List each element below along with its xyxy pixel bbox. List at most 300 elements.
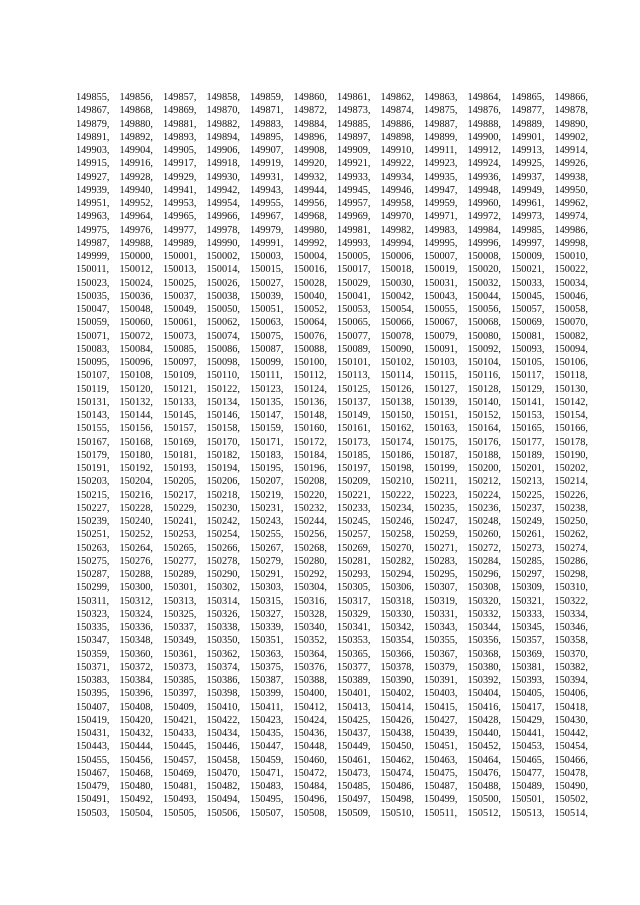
sequence-number: 150153,	[511, 410, 545, 421]
sequence-number: 149933,	[337, 171, 371, 183]
sequence-number: 150465,	[511, 754, 545, 766]
sequence-number: 149978,	[206, 224, 240, 236]
sequence-number: 150428,	[467, 714, 501, 726]
sequence-number: 150466,	[554, 754, 588, 766]
sequence-number: 150312,	[119, 595, 153, 607]
sequence-number: 150333,	[511, 608, 545, 620]
sequence-number: 149899,	[424, 131, 458, 143]
sequence-number: 150225,	[511, 489, 545, 501]
sequence-number: 149990,	[206, 237, 240, 249]
sequence-number: 150156,	[119, 423, 153, 435]
sequence-number: 150446,	[206, 741, 240, 753]
sequence-number: 150050,	[206, 304, 240, 315]
sequence-number: 149956,	[293, 198, 327, 209]
sequence-number: 150201,	[511, 463, 545, 474]
sequence-number: 150349,	[163, 635, 197, 647]
sequence-number: 150437,	[337, 728, 371, 739]
sequence-number: 149952,	[119, 198, 153, 209]
sequence-number: 149868,	[119, 105, 153, 117]
sequence-number: 150100,	[293, 357, 327, 368]
sequence-number: 150105,	[511, 357, 545, 368]
sequence-number: 150408,	[119, 701, 153, 713]
sequence-number: 150476,	[467, 767, 501, 779]
sequence-number: 150169,	[163, 436, 197, 448]
sequence-number: 150327,	[250, 608, 284, 620]
sequence-number: 150002,	[206, 251, 240, 262]
sequence-number: 150067,	[424, 317, 458, 329]
sequence-number: 150231,	[250, 502, 284, 514]
sequence-number: 150461,	[337, 754, 371, 766]
sequence-number: 150322,	[554, 595, 588, 607]
sequence-number: 150085,	[163, 343, 197, 355]
sequence-number: 149889,	[511, 118, 545, 130]
sequence-number: 150347,	[76, 635, 110, 647]
sequence-number: 150057,	[511, 304, 545, 315]
sequence-number: 149877,	[511, 105, 545, 117]
sequence-number: 150374,	[206, 661, 240, 673]
sequence-number: 150130,	[554, 383, 588, 395]
sequence-number: 150198,	[380, 463, 414, 474]
sequence-number: 149860,	[293, 92, 327, 103]
sequence-number: 149865,	[511, 92, 545, 103]
sequence-number: 149961,	[511, 198, 545, 209]
sequence-number: 149858,	[206, 92, 240, 103]
sequence-number: 150434,	[206, 728, 240, 739]
sequence-number: 150080,	[467, 330, 501, 342]
sequence-number: 150503,	[76, 807, 110, 819]
sequence-number: 150209,	[337, 476, 371, 488]
sequence-number: 150122,	[206, 383, 240, 395]
sequence-number: 150352,	[293, 635, 327, 647]
sequence-number: 149901,	[511, 131, 545, 143]
sequence-number: 150479,	[76, 781, 110, 792]
sequence-number: 150302,	[206, 582, 240, 594]
sequence-number: 150172,	[293, 436, 327, 448]
sequence-number: 150090,	[380, 343, 414, 355]
sequence-number: 150161,	[337, 423, 371, 435]
sequence-number: 149867,	[76, 105, 110, 117]
sequence-number: 150414,	[380, 701, 414, 713]
sequence-number: 149898,	[380, 131, 414, 143]
sequence-number: 150275,	[76, 555, 110, 567]
sequence-number: 149964,	[119, 211, 153, 223]
sequence-number: 149927,	[76, 171, 110, 183]
sequence-number: 150120,	[119, 383, 153, 395]
sequence-number: 150328,	[293, 608, 327, 620]
sequence-number: 150195,	[250, 463, 284, 474]
sequence-number: 150010,	[554, 251, 588, 262]
sequence-number: 150093,	[511, 343, 545, 355]
sequence-number: 150082,	[554, 330, 588, 342]
sequence-number: 150452,	[467, 741, 501, 753]
sequence-number: 150076,	[293, 330, 327, 342]
sequence-number: 150431,	[76, 728, 110, 739]
sequence-number: 150079,	[424, 330, 458, 342]
sequence-number: 149902,	[554, 131, 588, 143]
sequence-number: 150508,	[293, 807, 327, 819]
sequence-number: 150429,	[511, 714, 545, 726]
sequence-number: 150026,	[206, 277, 240, 289]
sequence-number: 150497,	[337, 794, 371, 806]
sequence-number: 150493,	[163, 794, 197, 806]
sequence-number: 150513,	[511, 807, 545, 819]
sequence-number: 150071,	[76, 330, 110, 342]
sequence-number: 150341,	[337, 622, 371, 633]
sequence-number: 150015,	[250, 264, 284, 276]
sequence-number: 149920,	[293, 158, 327, 170]
sequence-number: 150342,	[380, 622, 414, 633]
sequence-number: 150426,	[380, 714, 414, 726]
sequence-number: 150334,	[554, 608, 588, 620]
sequence-number: 150464,	[467, 754, 501, 766]
sequence-number: 150086,	[206, 343, 240, 355]
sequence-number: 150035,	[76, 290, 110, 302]
sequence-number: 150163,	[424, 423, 458, 435]
sequence-number: 150389,	[337, 675, 371, 686]
sequence-number: 150215,	[76, 489, 110, 501]
sequence-number: 150480,	[119, 781, 153, 792]
sequence-number: 149926,	[554, 158, 588, 170]
sequence-number: 150132,	[119, 396, 153, 408]
sequence-number: 150048,	[119, 304, 153, 315]
sequence-number: 150174,	[380, 436, 414, 448]
sequence-number: 150000,	[119, 251, 153, 262]
sequence-number: 150227,	[76, 502, 110, 514]
sequence-number: 150301,	[163, 582, 197, 594]
sequence-number: 149876,	[467, 105, 501, 117]
sequence-number: 150211,	[424, 476, 458, 488]
sequence-number: 150023,	[76, 277, 110, 289]
sequence-number: 150199,	[424, 463, 458, 474]
sequence-number: 150313,	[163, 595, 197, 607]
sequence-number: 149983,	[424, 224, 458, 236]
sequence-number: 150267,	[250, 542, 284, 554]
sequence-number: 150373,	[163, 661, 197, 673]
sequence-number: 150475,	[424, 767, 458, 779]
sequence-number: 150192,	[119, 463, 153, 474]
sequence-number: 150247,	[424, 516, 458, 527]
sequence-number: 149986,	[554, 224, 588, 236]
sequence-number: 150216,	[119, 489, 153, 501]
sequence-number: 150151,	[424, 410, 458, 421]
sequence-number: 150146,	[206, 410, 240, 421]
sequence-number: 150155,	[76, 423, 110, 435]
sequence-number: 150318,	[380, 595, 414, 607]
sequence-number: 150158,	[206, 423, 240, 435]
sequence-number: 150387,	[250, 675, 284, 686]
sequence-number: 150439,	[424, 728, 458, 739]
sequence-number: 149946,	[380, 184, 414, 196]
sequence-number: 150033,	[511, 277, 545, 289]
sequence-number: 150213,	[511, 476, 545, 488]
sequence-number: 149925,	[511, 158, 545, 170]
sequence-number: 150230,	[206, 502, 240, 514]
sequence-number: 149903,	[76, 145, 110, 156]
sequence-number: 149935,	[424, 171, 458, 183]
sequence-number: 150054,	[380, 304, 414, 315]
sequence-number: 150483,	[250, 781, 284, 792]
sequence-number: 150367,	[424, 648, 458, 660]
sequence-number: 150245,	[337, 516, 371, 527]
sequence-number: 150266,	[206, 542, 240, 554]
sequence-number: 149931,	[250, 171, 284, 183]
sequence-number: 150440,	[467, 728, 501, 739]
sequence-number: 150233,	[337, 502, 371, 514]
sequence-number: 150457,	[163, 754, 197, 766]
sequence-number: 150454,	[554, 741, 588, 753]
sequence-number: 150152,	[467, 410, 501, 421]
sequence-number: 150037,	[163, 290, 197, 302]
sequence-number: 149943,	[250, 184, 284, 196]
sequence-number: 149875,	[424, 105, 458, 117]
sequence-number: 150212,	[467, 476, 501, 488]
document-page	[76, 91, 598, 820]
sequence-number: 150029,	[337, 277, 371, 289]
sequence-number: 149907,	[250, 145, 284, 156]
sequence-number: 150139,	[424, 396, 458, 408]
sequence-number: 149890,	[554, 118, 588, 130]
sequence-number: 149923,	[424, 158, 458, 170]
sequence-number: 150424,	[293, 714, 327, 726]
sequence-number: 150448,	[293, 741, 327, 753]
sequence-number: 149974,	[554, 211, 588, 223]
sequence-number: 150356,	[467, 635, 501, 647]
sequence-number: 150012,	[119, 264, 153, 276]
sequence-number: 150018,	[380, 264, 414, 276]
sequence-number: 149991,	[250, 237, 284, 249]
sequence-number: 150444,	[119, 741, 153, 753]
sequence-number: 150036,	[119, 290, 153, 302]
sequence-number: 150335,	[76, 622, 110, 633]
sequence-number: 149891,	[76, 131, 110, 143]
sequence-number: 149932,	[293, 171, 327, 183]
sequence-number: 150051,	[250, 304, 284, 315]
sequence-number: 150137,	[337, 396, 371, 408]
sequence-number: 150229,	[163, 502, 197, 514]
sequence-number: 149863,	[424, 92, 458, 103]
sequence-number: 149971,	[424, 211, 458, 223]
sequence-number: 150254,	[206, 529, 240, 541]
sequence-number: 150336,	[119, 622, 153, 633]
sequence-number: 149910,	[380, 145, 414, 156]
sequence-number: 149929,	[163, 171, 197, 183]
sequence-number: 150117,	[511, 370, 545, 382]
sequence-number: 149980,	[293, 224, 327, 236]
sequence-number: 150028,	[293, 277, 327, 289]
sequence-number: 150062,	[206, 317, 240, 329]
sequence-number: 149948,	[467, 184, 501, 196]
sequence-number: 150364,	[293, 648, 327, 660]
sequence-number: 150399,	[250, 688, 284, 700]
sequence-number: 150406,	[554, 688, 588, 700]
sequence-number: 149966,	[206, 211, 240, 223]
sequence-number: 149922,	[380, 158, 414, 170]
sequence-number: 150509,	[337, 807, 371, 819]
sequence-number: 150214,	[554, 476, 588, 488]
sequence-number: 150008,	[467, 251, 501, 262]
sequence-number: 150099,	[250, 357, 284, 368]
sequence-number: 150402,	[380, 688, 414, 700]
sequence-number: 150101,	[337, 357, 371, 368]
sequence-number: 149878,	[554, 105, 588, 117]
sequence-number: 150282,	[380, 555, 414, 567]
sequence-number: 149928,	[119, 171, 153, 183]
sequence-number: 149970,	[380, 211, 414, 223]
sequence-number: 150001,	[163, 251, 197, 262]
sequence-number: 150257,	[337, 529, 371, 541]
sequence-number: 150488,	[467, 781, 501, 792]
sequence-number: 150332,	[467, 608, 501, 620]
sequence-number: 150303,	[250, 582, 284, 594]
sequence-number: 150506,	[206, 807, 240, 819]
sequence-number: 150188,	[467, 449, 501, 461]
sequence-number: 149909,	[337, 145, 371, 156]
sequence-number: 150304,	[293, 582, 327, 594]
sequence-number: 150370,	[554, 648, 588, 660]
sequence-number: 150145,	[163, 410, 197, 421]
sequence-number: 150235,	[424, 502, 458, 514]
sequence-number: 150395,	[76, 688, 110, 700]
sequence-number: 150472,	[293, 767, 327, 779]
sequence-number: 150361,	[163, 648, 197, 660]
sequence-number: 150283,	[424, 555, 458, 567]
sequence-number: 149881,	[163, 118, 197, 130]
sequence-number: 150178,	[554, 436, 588, 448]
sequence-number: 150438,	[380, 728, 414, 739]
sequence-number: 149930,	[206, 171, 240, 183]
sequence-number: 150011,	[76, 264, 110, 276]
sequence-number: 149880,	[119, 118, 153, 130]
sequence-number: 150320,	[467, 595, 501, 607]
sequence-number: 150097,	[163, 357, 197, 368]
sequence-number: 149959,	[424, 198, 458, 209]
sequence-number: 149873,	[337, 105, 371, 117]
sequence-number: 150059,	[76, 317, 110, 329]
sequence-number: 150300,	[119, 582, 153, 594]
sequence-number: 150416,	[467, 701, 501, 713]
sequence-number: 150351,	[250, 635, 284, 647]
sequence-number: 149995,	[424, 237, 458, 249]
sequence-number: 150378,	[380, 661, 414, 673]
sequence-number: 150058,	[554, 304, 588, 315]
sequence-number: 150512,	[467, 807, 501, 819]
sequence-number: 150371,	[76, 661, 110, 673]
sequence-number: 150505,	[163, 807, 197, 819]
sequence-number: 150045,	[511, 290, 545, 302]
sequence-number: 150357,	[511, 635, 545, 647]
sequence-number: 150417,	[511, 701, 545, 713]
sequence-number: 149862,	[380, 92, 414, 103]
sequence-number: 150404,	[467, 688, 501, 700]
sequence-number: 150280,	[293, 555, 327, 567]
sequence-number: 150261,	[511, 529, 545, 541]
sequence-number: 150238,	[554, 502, 588, 514]
sequence-number: 149998,	[554, 237, 588, 249]
sequence-number: 149947,	[424, 184, 458, 196]
sequence-number: 150194,	[206, 463, 240, 474]
sequence-number: 150138,	[380, 396, 414, 408]
sequence-number: 149857,	[163, 92, 197, 103]
sequence-number: 150435,	[250, 728, 284, 739]
sequence-number: 149960,	[467, 198, 501, 209]
sequence-number: 150411,	[250, 701, 284, 713]
sequence-number: 150187,	[424, 449, 458, 461]
sequence-number: 150134,	[206, 396, 240, 408]
sequence-number: 150176,	[467, 436, 501, 448]
sequence-number: 150103,	[424, 357, 458, 368]
sequence-number: 150040,	[293, 290, 327, 302]
sequence-number: 150074,	[206, 330, 240, 342]
sequence-number: 150315,	[250, 595, 284, 607]
sequence-number: 150165,	[511, 423, 545, 435]
sequence-number: 149968,	[293, 211, 327, 223]
sequence-number: 150455,	[76, 754, 110, 766]
sequence-number: 150400,	[293, 688, 327, 700]
sequence-number: 150331,	[424, 608, 458, 620]
sequence-number: 150310,	[554, 582, 588, 594]
sequence-number: 149904,	[119, 145, 153, 156]
sequence-number: 150422,	[206, 714, 240, 726]
sequence-number: 150034,	[554, 277, 588, 289]
sequence-number: 150502,	[554, 794, 588, 806]
sequence-number: 150284,	[467, 555, 501, 567]
sequence-number: 150157,	[163, 423, 197, 435]
sequence-number: 150064,	[293, 317, 327, 329]
sequence-number: 150346,	[554, 622, 588, 633]
sequence-number: 150109,	[163, 370, 197, 382]
sequence-number: 149954,	[206, 198, 240, 209]
sequence-number: 150203,	[76, 476, 110, 488]
sequence-number: 150113,	[337, 370, 371, 382]
sequence-number: 149895,	[250, 131, 284, 143]
sequence-number: 150449,	[337, 741, 371, 753]
sequence-number: 149984,	[467, 224, 501, 236]
sequence-number: 150393,	[511, 675, 545, 686]
sequence-number: 149917,	[163, 158, 197, 170]
sequence-number: 149962,	[554, 198, 588, 209]
sequence-number: 150091,	[424, 343, 458, 355]
sequence-number: 150096,	[119, 357, 153, 368]
sequence-number: 150420,	[119, 714, 153, 726]
sequence-number: 150343,	[424, 622, 458, 633]
sequence-number: 149973,	[511, 211, 545, 223]
sequence-number: 149936,	[467, 171, 501, 183]
sequence-number: 149870,	[206, 105, 240, 117]
sequence-number: 150324,	[119, 608, 153, 620]
sequence-number: 150116,	[467, 370, 501, 382]
sequence-number: 150380,	[467, 661, 501, 673]
sequence-number: 150296,	[467, 569, 501, 580]
sequence-number: 149916,	[119, 158, 153, 170]
sequence-number: 150255,	[250, 529, 284, 541]
sequence-number: 149955,	[250, 198, 284, 209]
sequence-number: 150337,	[163, 622, 197, 633]
sequence-number: 150391,	[424, 675, 458, 686]
sequence-number: 150418,	[554, 701, 588, 713]
sequence-number: 149994,	[380, 237, 414, 249]
sequence-number: 150396,	[119, 688, 153, 700]
sequence-number: 150140,	[467, 396, 501, 408]
sequence-number: 150024,	[119, 277, 153, 289]
sequence-number: 150142,	[554, 396, 588, 408]
sequence-number: 149997,	[511, 237, 545, 249]
sequence-number: 150226,	[554, 489, 588, 501]
sequence-number: 150360,	[119, 648, 153, 660]
sequence-number: 149894,	[206, 131, 240, 143]
sequence-number: 150236,	[467, 502, 501, 514]
sequence-number: 150166,	[554, 423, 588, 435]
sequence-number: 150127,	[424, 383, 458, 395]
